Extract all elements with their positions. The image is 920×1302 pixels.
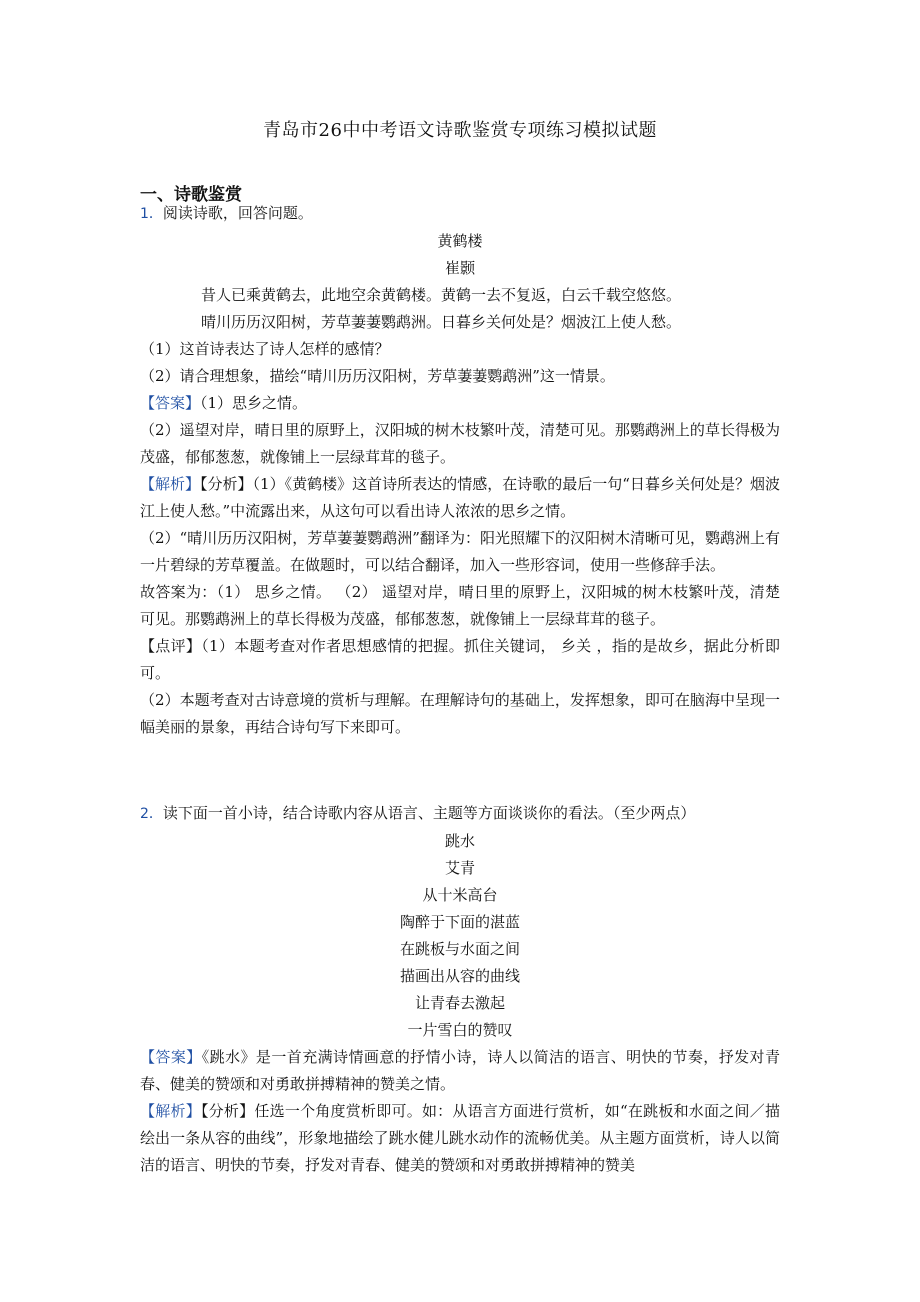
answer-block: 【答案】（1）思乡之情。 <box>140 394 308 412</box>
analysis-text: （2）“晴川历历汉阳树，芳草萋萋鹦鹉洲”翻译为：阳光照耀下的汉阳树木清晰可见，鹦鹉洲上有一片碧绿的芳草覆盖。在做题时，可以结合翻译，加入一些形容词，使用一些修辞手法。 <box>140 529 780 574</box>
poem-line: 从十米高台 <box>422 886 498 904</box>
section-heading: 一、诗歌鉴赏 <box>140 185 242 205</box>
poem-title: 黄鹤楼 <box>437 232 483 250</box>
conclusion-text: 故答案为：（1） 思乡之情。 （2） 遥望对岸，晴日里的原野上，汉阳城的树木枝繁叶茂，清楚可见。那鹦鹉洲上的草长得极为茂盛，郁郁葱葱，就像铺上一层绿茸茸的毯子。 <box>140 583 780 628</box>
analysis-block: 【解析】【分析】任选一个角度赏析即可。如：从语言方面进行赏析，如“在跳板和水面之间／描绘出一条从容的曲线”，形象地描绘了跳水健儿跳水动作的流畅优美。从主题方面赏析，诗人以简洁的语言、明快的节奏，抒发对青春、健美的赞颂和对勇敢拼搏精神的赞美 <box>140 1102 780 1174</box>
answer-block: 【答案】《跳水》是一首充满诗情画意的抒情小诗，诗人以简洁的语言、明快的节奏，抒发对青春、健美的赞颂和对勇敢拼搏精神的赞美之情。 <box>140 1048 780 1093</box>
poem-title: 跳水 <box>444 832 475 850</box>
analysis-tag: 【解析】 <box>140 1102 201 1120</box>
question-1 <box>140 200 780 741</box>
poem-line: 在跳板与水面之间 <box>399 940 520 958</box>
answer-text: （2）遥望对岸，晴日里的原野上，汉阳城的树木枝繁叶茂，清楚可见。那鹦鹉洲上的草长得极为茂盛，郁郁葱葱，就像铺上一层绿茸茸的毯子。 <box>140 421 780 466</box>
poem-line: 昔人已乘黄鹤去，此地空余黄鹤楼。黄鹤一去不复返，白云千载空悠悠。 <box>201 286 682 304</box>
question-number: 2． <box>140 806 163 822</box>
sub-question: （2）请合理想象，描绘“晴川历历汉阳树，芳草萋萋鹦鹉洲”这一情景。 <box>140 367 615 385</box>
answer-tag: 【答案】 <box>140 394 201 412</box>
question-number: 1． <box>140 206 163 222</box>
poem-line: 让青春去激起 <box>414 994 505 1012</box>
analysis-block: 【解析】【分析】（1）《黄鹤楼》这首诗所表达的情感，在诗歌的最后一句“日暮乡关何处是？烟波江上使人愁。”中流露出来，从这句可以看出诗人浓浓的思乡之情。 <box>140 475 780 520</box>
question-2-prompt: 2．读下面一首小诗，结合诗歌内容从语言、主题等方面谈谈你的看法。（至少两点） <box>140 804 696 822</box>
poem-line: 一片雪白的赞叹 <box>407 1021 513 1039</box>
document-title: 青岛市26中中考语文诗歌鉴赏专项练习模拟试题 <box>263 120 657 141</box>
question-1-prompt: 1．阅读诗歌，回答问题。 <box>140 204 313 222</box>
poem-line: 陶醉于下面的湛蓝 <box>399 913 520 931</box>
analysis-tag: 【解析】 <box>140 475 201 493</box>
poem-author: 崔颢 <box>444 259 475 277</box>
poem-line: 晴川历历汉阳树，芳草萋萋鹦鹉洲。日暮乡关何处是？烟波江上使人愁。 <box>201 313 682 331</box>
poem-line: 描画出从容的曲线 <box>399 967 520 985</box>
review-text: （2）本题考查对古诗意境的赏析与理解。在理解诗句的基础上，发挥想象，即可在脑海中呈现一幅美丽的景象，再结合诗句写下来即可。 <box>140 691 780 736</box>
answer-tag: 【答案】 <box>140 1048 202 1066</box>
sub-question: （1）这首诗表达了诗人怎样的感情？ <box>140 340 390 358</box>
poem-author: 艾青 <box>444 859 475 877</box>
question-2 <box>140 800 780 1179</box>
review-text: 【点评】（1）本题考查对作者思想感情的把握。抓住关键词， 乡关 ，指的是故乡，据此分析即可。 <box>140 637 780 682</box>
